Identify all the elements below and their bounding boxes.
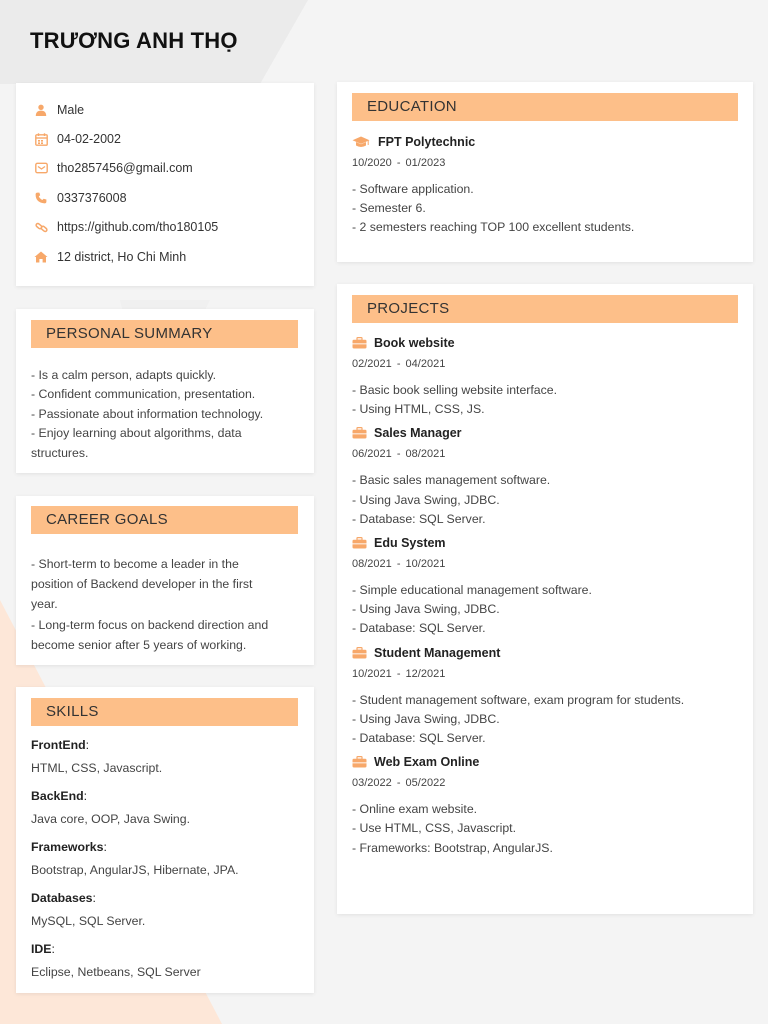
briefcase-icon — [352, 646, 368, 660]
skill-item — [31, 736, 298, 777]
contact-card — [16, 83, 314, 286]
education-desc — [352, 180, 738, 238]
project-date: 08/2021 - 10/2021 — [352, 558, 446, 571]
skill-value: Bootstrap, AngularJS, Hibernate, JPA. — [31, 863, 239, 877]
project-item — [352, 534, 738, 639]
project-desc — [352, 581, 738, 639]
project-line: - Basic sales management software. — [352, 473, 551, 488]
goals-line: year. — [31, 597, 58, 612]
skills-card — [16, 687, 314, 993]
contact-birthday-text: 04-02-2002 — [57, 132, 121, 147]
skill-name: IDE: — [31, 942, 55, 956]
phone-icon — [34, 191, 48, 205]
skills-list — [31, 736, 298, 981]
project-line: - Use HTML, CSS, Javascript. — [352, 821, 516, 836]
contact-email-text[interactable]: tho2857456@gmail.com — [57, 161, 193, 176]
project-date: 03/2022 - 05/2022 — [352, 777, 446, 790]
contact-address — [34, 242, 314, 271]
project-item — [352, 334, 738, 419]
project-line: - Simple educational management software. — [352, 583, 592, 598]
summary-heading: PERSONAL SUMMARY — [31, 320, 298, 348]
summary-line: - Is a calm person, adapts quickly. — [31, 368, 216, 382]
project-line: - Database: SQL Server. — [352, 621, 486, 636]
projects-heading: PROJECTS — [352, 295, 738, 323]
projects-list — [352, 334, 738, 858]
skill-name: Databases: — [31, 891, 96, 905]
skills-heading: SKILLS — [31, 698, 298, 726]
summary-line: - Enjoy learning about algorithms, data — [31, 426, 242, 441]
project-line: - Using HTML, CSS, JS. — [352, 402, 485, 417]
education-school — [352, 133, 738, 151]
skill-value: HTML, CSS, Javascript. — [31, 761, 163, 775]
person-icon — [34, 103, 48, 117]
education-entry — [352, 133, 738, 238]
project-line: - Using Java Swing, JDBC. — [352, 602, 500, 617]
contact-email[interactable] — [34, 154, 314, 183]
summary-card — [16, 309, 314, 473]
skill-item — [31, 787, 298, 828]
project-date: 02/2021 - 04/2021 — [352, 358, 446, 370]
goals-line: - Long-term focus on backend direction and — [31, 617, 269, 632]
project-date: 06/2021 - 08/2021 — [352, 448, 446, 461]
goals-heading: CAREER GOALS — [31, 506, 298, 534]
skill-value: Eclipse, Netbeans, SQL Server — [31, 965, 201, 979]
email-icon — [34, 161, 48, 175]
briefcase-icon — [352, 536, 368, 550]
education-date: 10/2020 - 01/2023 — [352, 157, 446, 169]
skill-name: FrontEnd: — [31, 738, 90, 752]
project-desc — [352, 381, 738, 419]
project-item — [352, 424, 738, 529]
project-line: - Student management software, exam program for students. — [352, 692, 685, 707]
skill-value: MySQL, SQL Server. — [31, 914, 146, 928]
project-item — [352, 644, 738, 749]
contact-phone-text[interactable]: 0337376008 — [57, 190, 127, 205]
skill-item — [31, 940, 298, 981]
education-line: - 2 semesters reaching TOP 100 excellent students. — [352, 220, 635, 235]
graduation-cap-icon — [352, 135, 372, 149]
skill-value: Java core, OOP, Java Swing. — [31, 812, 191, 826]
skill-item — [31, 889, 298, 930]
project-name: Book website — [374, 336, 455, 350]
project-line: - Basic book selling website interface. — [352, 383, 558, 397]
contact-birthday — [34, 124, 314, 153]
briefcase-icon — [352, 755, 368, 769]
candidate-name: TRƯƠNG ANH THỌ — [30, 28, 238, 53]
project-name: Student Management — [374, 645, 501, 660]
project-line: - Database: SQL Server. — [352, 511, 486, 526]
project-title — [352, 424, 738, 442]
contact-gender — [34, 95, 314, 124]
contact-github-text[interactable]: https://github.com/tho180105 — [57, 220, 219, 235]
project-item — [352, 753, 738, 858]
project-line: - Frameworks: Bootstrap, AngularJS. — [352, 840, 553, 855]
project-title — [352, 334, 738, 352]
project-desc — [352, 691, 738, 749]
goals-card — [16, 496, 314, 665]
contact-phone[interactable] — [34, 183, 314, 212]
skill-name: Frameworks: — [31, 840, 107, 854]
summary-line: - Passionate about information technology. — [31, 406, 264, 421]
project-line: - Online exam website. — [352, 802, 478, 817]
skill-item — [31, 838, 298, 879]
education-heading: EDUCATION — [352, 93, 738, 121]
contact-address-text: 12 district, Ho Chi Minh — [57, 249, 187, 264]
summary-line: structures. — [31, 445, 89, 460]
goals-line: - Short-term to become a leader in the — [31, 557, 239, 571]
calendar-icon — [34, 132, 48, 146]
project-line: - Database: SQL Server. — [352, 731, 486, 746]
briefcase-icon — [352, 336, 368, 350]
briefcase-icon — [352, 426, 368, 440]
summary-text — [31, 366, 298, 463]
goals-line: position of Backend developer in the first — [31, 577, 253, 592]
education-line: - Semester 6. — [352, 201, 426, 216]
project-title — [352, 753, 738, 771]
education-school-name: FPT Polytechnic — [378, 135, 476, 149]
project-desc — [352, 800, 738, 858]
goals-line: become senior after 5 years of working. — [31, 637, 247, 652]
project-name: Sales Manager — [374, 426, 462, 441]
project-line: - Using Java Swing, JDBC. — [352, 711, 500, 726]
link-icon — [34, 220, 48, 234]
education-card — [337, 82, 753, 262]
summary-line: - Confident communication, presentation. — [31, 387, 256, 402]
project-desc — [352, 471, 738, 529]
contact-gender-text: Male — [57, 102, 85, 117]
education-line: - Software application. — [352, 182, 474, 196]
skill-name: BackEnd: — [31, 789, 88, 803]
home-icon — [34, 250, 48, 264]
project-title — [352, 644, 738, 662]
projects-card — [337, 284, 753, 914]
project-name: Edu System — [374, 536, 446, 551]
project-date: 10/2021 - 12/2021 — [352, 667, 446, 680]
project-line: - Using Java Swing, JDBC. — [352, 492, 500, 507]
project-name: Web Exam Online — [374, 755, 480, 770]
project-title — [352, 534, 738, 552]
contact-github[interactable] — [34, 213, 314, 242]
goals-text — [31, 554, 298, 655]
